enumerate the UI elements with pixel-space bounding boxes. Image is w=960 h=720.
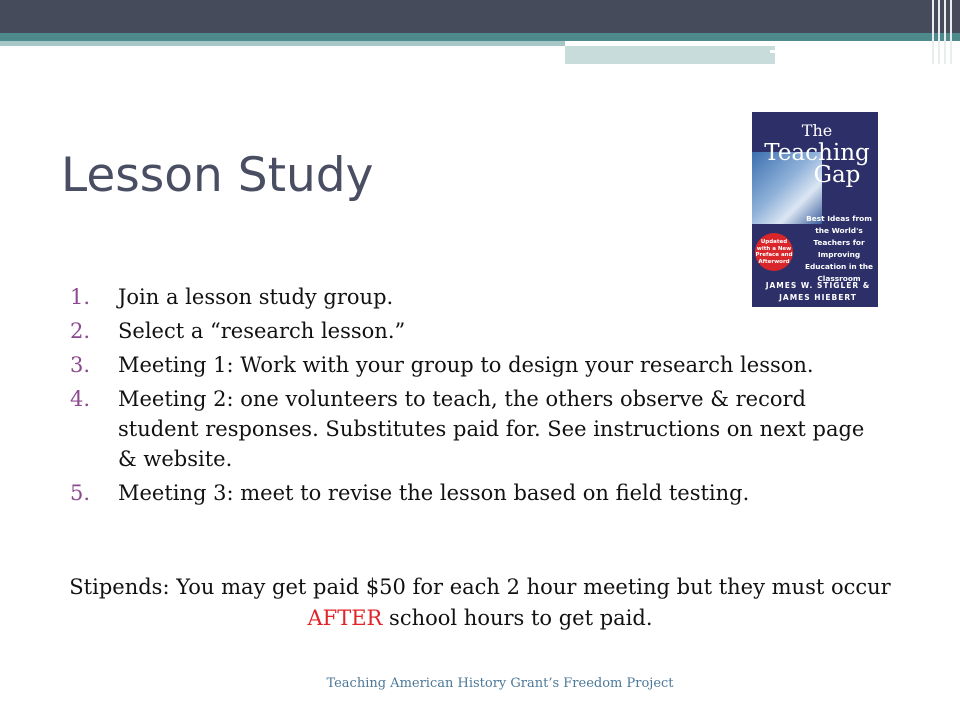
- list-item: 5. Meeting 3: meet to revise the lesson based on field testing.: [70, 481, 750, 505]
- list-item: 3. Meeting 1: Work with your group to design your research lesson.: [70, 353, 814, 377]
- book-cover-image: [752, 112, 878, 307]
- slide-title: Lesson Study: [61, 148, 374, 203]
- light-stripe-right: [565, 46, 775, 64]
- book-authors: JAMES W. STIGLER & JAMES HIEBERT: [765, 281, 871, 302]
- book-badge: Updated with a New Preface and Afterword: [755, 233, 793, 271]
- white-stripe: [770, 50, 890, 53]
- top-banner: [0, 0, 960, 33]
- list-item: 2. Select a “research lesson.”: [70, 319, 406, 343]
- light-stripe: [0, 41, 565, 46]
- decorative-lines: [928, 0, 960, 64]
- list-item: 4. Meeting 2: one volunteers to teach, the others observe & record student responses. Substitutes paid for. See instructions on next page & website.: [70, 387, 865, 471]
- steps-list: [70, 282, 880, 512]
- teal-stripe: [0, 33, 960, 41]
- slide-footer: Teaching American History Grant’s Freedom Project: [326, 676, 674, 691]
- book-title: The Teaching Gap: [764, 121, 870, 188]
- stipend-note: Stipends: You may get paid $50 for each 2 hour meeting but they must occur AFTER school hours to get paid.: [69, 575, 891, 630]
- after-highlight: AFTER: [307, 606, 383, 630]
- list-item: 1. Join a lesson study group.: [70, 285, 394, 309]
- book-subtitle: Best Ideas from the World's Teachers for Improving Education in the Classroom: [804, 214, 874, 283]
